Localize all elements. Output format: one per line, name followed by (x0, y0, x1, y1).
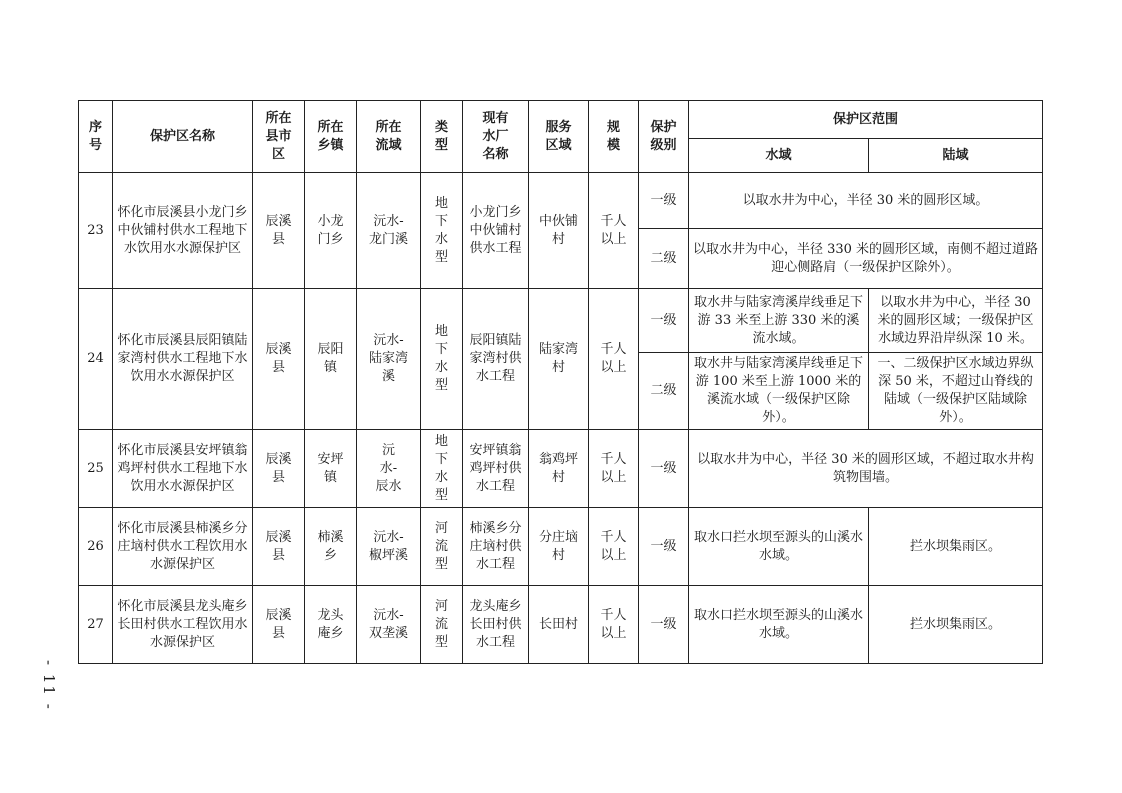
cell-scale: 千人以上 (589, 289, 639, 430)
cell-county: 辰溪县 (253, 586, 305, 664)
cell-type: 地下水型 (421, 289, 463, 430)
cell-service: 分庄垴村 (529, 508, 589, 586)
cell-seq: 23 (79, 173, 113, 289)
cell-town: 小龙门乡 (305, 173, 357, 289)
cell-basin: 沅水-陆家湾溪 (357, 289, 421, 430)
cell-land: 以取水井为中心，半径 30 米的圆形区域；一级保护区水域边界沿岸纵深 10 米。 (869, 289, 1043, 353)
cell-type: 地下水型 (421, 430, 463, 508)
page-number: - 11 - (40, 660, 58, 711)
table-row (79, 508, 1043, 586)
cell-level: 一级 (639, 586, 689, 664)
header-land: 陆域 (869, 139, 1043, 173)
cell-seq: 27 (79, 586, 113, 664)
cell-town: 辰阳镇 (305, 289, 357, 430)
cell-seq: 25 (79, 430, 113, 508)
table-row (79, 586, 1043, 664)
cell-name: 怀化市辰溪县龙头庵乡长田村供水工程饮用水水源保护区 (113, 586, 253, 664)
cell-plant: 辰阳镇陆家湾村供水工程 (463, 289, 529, 430)
cell-service: 中伙铺村 (529, 173, 589, 289)
cell-water: 取水井与陆家湾溪岸线垂足下游 100 米至上游 1000 米的溪流水域（一级保护区除外）。 (689, 353, 869, 430)
cell-scale: 千人以上 (589, 586, 639, 664)
cell-level: 一级 (639, 430, 689, 508)
cell-land: 拦水坝集雨区。 (869, 586, 1043, 664)
header-service: 服务区域 (529, 101, 589, 173)
header-name: 保护区名称 (113, 101, 253, 173)
cell-scale: 千人以上 (589, 508, 639, 586)
cell-town: 柿溪乡 (305, 508, 357, 586)
cell-seq: 24 (79, 289, 113, 430)
cell-basin: 沅水-双垄溪 (357, 586, 421, 664)
cell-range: 以取水井为中心，半径 30 米的圆形区域。 (689, 173, 1043, 229)
cell-name: 怀化市辰溪县柿溪乡分庄垴村供水工程饮用水水源保护区 (113, 508, 253, 586)
cell-level: 一级 (639, 173, 689, 229)
cell-range: 以取水井为中心，半径 330 米的圆形区域，南侧不超过道路迎心侧路肩（一级保护区除外）。 (689, 229, 1043, 289)
cell-plant: 安坪镇翁鸡坪村供水工程 (463, 430, 529, 508)
cell-county: 辰溪县 (253, 173, 305, 289)
cell-water: 取水井与陆家湾溪岸线垂足下游 33 米至上游 330 米的溪流水域。 (689, 289, 869, 353)
cell-plant: 柿溪乡分庄垴村供水工程 (463, 508, 529, 586)
cell-plant: 龙头庵乡长田村供水工程 (463, 586, 529, 664)
cell-land: 一、二级保护区水域边界纵深 50 米，不超过山脊线的陆域（一级保护区陆域除外）。 (869, 353, 1043, 430)
cell-service: 陆家湾村 (529, 289, 589, 430)
cell-town: 安坪镇 (305, 430, 357, 508)
cell-service: 长田村 (529, 586, 589, 664)
header-water: 水域 (689, 139, 869, 173)
cell-range: 以取水井为中心，半径 30 米的圆形区域，不超过取水井构筑物围墙。 (689, 430, 1043, 508)
protection-zone-table (78, 100, 1043, 664)
cell-land: 拦水坝集雨区。 (869, 508, 1043, 586)
table-row (79, 430, 1043, 508)
cell-name: 怀化市辰溪县安坪镇翁鸡坪村供水工程地下水饮用水水源保护区 (113, 430, 253, 508)
header-type: 类型 (421, 101, 463, 173)
cell-seq: 26 (79, 508, 113, 586)
header-plant: 现有水厂名称 (463, 101, 529, 173)
cell-type: 地下水型 (421, 173, 463, 289)
cell-level: 二级 (639, 353, 689, 430)
cell-town: 龙头庵乡 (305, 586, 357, 664)
cell-level: 二级 (639, 229, 689, 289)
cell-water: 取水口拦水坝至源头的山溪水水域。 (689, 508, 869, 586)
cell-basin: 沅水-辰水 (357, 430, 421, 508)
header-town: 所在乡镇 (305, 101, 357, 173)
header-range: 保护区范围 (689, 101, 1043, 139)
header-scale: 规模 (589, 101, 639, 173)
cell-plant: 小龙门乡中伙铺村供水工程 (463, 173, 529, 289)
cell-name: 怀化市辰溪县小龙门乡中伙铺村供水工程地下水饮用水水源保护区 (113, 173, 253, 289)
header-level: 保护级别 (639, 101, 689, 173)
header-seq: 序号 (79, 101, 113, 173)
cell-basin: 沅水-龙门溪 (357, 173, 421, 289)
cell-level: 一级 (639, 289, 689, 353)
cell-type: 河流型 (421, 508, 463, 586)
cell-name: 怀化市辰溪县辰阳镇陆家湾村供水工程地下水饮用水水源保护区 (113, 289, 253, 430)
cell-scale: 千人以上 (589, 430, 639, 508)
cell-county: 辰溪县 (253, 289, 305, 430)
cell-scale: 千人以上 (589, 173, 639, 289)
cell-county: 辰溪县 (253, 508, 305, 586)
table-row (79, 289, 1043, 353)
cell-water: 取水口拦水坝至源头的山溪水水域。 (689, 586, 869, 664)
cell-county: 辰溪县 (253, 430, 305, 508)
header-county: 所在县市区 (253, 101, 305, 173)
cell-service: 翁鸡坪村 (529, 430, 589, 508)
cell-level: 一级 (639, 508, 689, 586)
table-row (79, 173, 1043, 229)
cell-type: 河流型 (421, 586, 463, 664)
cell-basin: 沅水-椒坪溪 (357, 508, 421, 586)
header-basin: 所在流域 (357, 101, 421, 173)
